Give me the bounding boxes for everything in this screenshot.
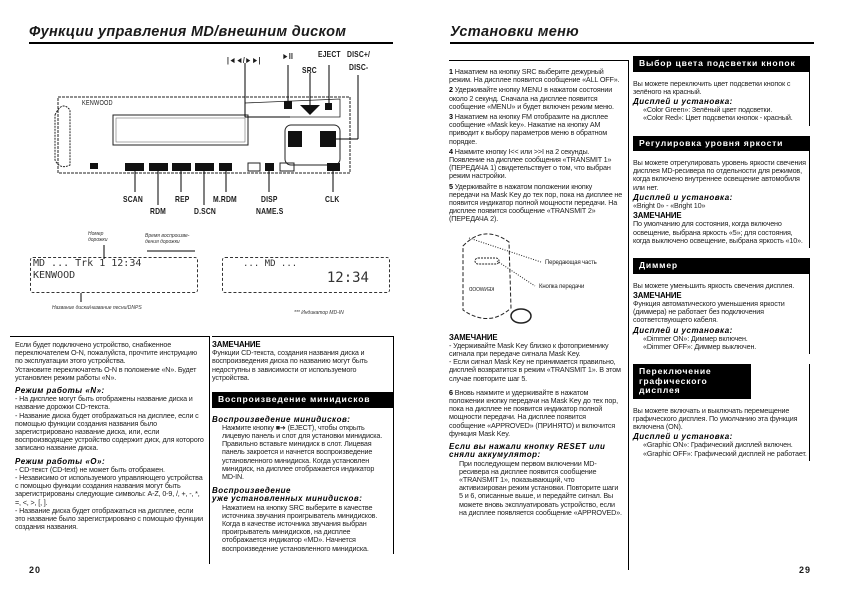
option-item: «Graphic ON»: Графический дисплей включен.: [643, 440, 793, 450]
lcd-line1: MD ... Trk 1 12:34: [33, 258, 142, 269]
section-text: Вы можете переключить цвет подсветки кнопок с зелёного на красный.: [633, 78, 791, 96]
note-title: ЗАМЕЧАНИЕ: [212, 340, 261, 349]
step-5: 5 Удерживайте в нажатом положении кнопку передачи на Mask Key до тех пор, пока на дисплее не появится индикатор полной мощности передачи. На дисплее появится сообщение «TRANSMIT 2» (ПЕРЕДАЧА 2).: [449, 181, 623, 224]
page-title: Функции управления MD/внешним диском: [29, 24, 393, 44]
mode-o-item: - Независимо от используемого управляющего устройства с помощью функции создания названия могут быть зарегистрированы следующие символы: A-Z, 0-9, /, +, -, *, =, <, >, [, ].: [15, 473, 203, 507]
right-col-2: [633, 56, 815, 566]
step-2: 2 Удерживайте кнопку MENU в нажатом состоянии около 2 секунд. Сначала на дисплее появится сообщение «MENU» и будет включен режим меню.: [449, 85, 614, 111]
label-prev-next: |◄◄/►►|: [227, 55, 261, 65]
section-subtitle: Дисплей и установка:: [633, 432, 733, 442]
page-29: [421, 0, 842, 595]
lcd-line2: KENWOOD: [33, 270, 76, 281]
option-item: «Dimmer ON»: Диммер включен.: [643, 333, 748, 343]
option-item: «Dimmer OFF»: Диммер выключен.: [643, 341, 757, 351]
page-title: Установки меню: [450, 24, 814, 44]
next-button-shape: [320, 131, 336, 147]
left-col-1: [10, 336, 210, 564]
section-text: Вы можете отрегулировать уровень яркости свечения дисплея MD-ресивера по отдельности для режимов, когда включено внутреннее освещение автомобиля или нет.: [633, 158, 806, 192]
note-text: По умолчанию для состояния, когда включено освещение, выбрана яркость «5»; для состояния, когда выключено освещение, выбрана яркость «10».: [633, 219, 803, 245]
left-col-2: [212, 336, 394, 554]
right-col-1: [449, 60, 629, 570]
label-clk: CLK: [325, 194, 340, 204]
section-header: Выбор цвета подсветки кнопок: [633, 56, 810, 72]
section-header: Диммер: [633, 258, 810, 274]
prev-button-shape: [288, 131, 302, 147]
intro-text-2: Установите переключатель O-N в положение «N». Будет установлен режим работы «N».: [15, 364, 197, 382]
note-item: - Удерживайте Mask Key близко к фотоприемнику сигнала при передаче сигнала Mask Key.: [449, 340, 609, 359]
note-item: - Если сигнал Mask Key не принимается правильно, дисплей возвратится в режим «TRANSMIT 1». В этом случае повторите шаг 5.: [449, 357, 621, 383]
reset-title: Если вы нажали кнопку RESET или сняли аккумулятор:: [449, 442, 606, 460]
keyfob-illustration: [449, 228, 623, 328]
step-3: 3 Нажатием на кнопку FM отобразите на дисплее сообщение «Mask key». Нажатие на кнопку AM приводит к выбору параметров меню в обратном порядке.: [449, 112, 608, 146]
label-disp: DISP: [261, 194, 278, 204]
step-4: 4 Нажмите кнопку I<< или >>I на 2 секунды. Появление на дисплее сообщения «TRANSMIT 1» (ПЕРЕДАЧА 1) свидетельствует о том, что выбран режим настройки.: [449, 146, 612, 181]
label-scan: SCAN: [123, 194, 143, 204]
lcd-display-mdin: [222, 257, 390, 293]
note-text: Функции CD-текста, создания названия диска и воспроизведения диска по названию могут быть недоступны в зависимости от используемого устройства.: [212, 348, 368, 382]
intro-text: Если будет подключено устройство, снабженное переключателем O-N, пожалуйста, прочтите инструкцию по эксплуатации этого устройства.: [15, 340, 197, 366]
page-number: 29: [799, 565, 812, 575]
label-mrdm: M.RDM: [213, 194, 237, 204]
label-rdm: RDM: [150, 206, 166, 216]
mode-n-item: - Название диска будет отображаться на дисплее, если с помощью функции создания названия было зарегистрировано название диска, или, если воспроизводящее устройство содержит диск, для которого записано название диска.: [15, 410, 204, 453]
lcd2-time: 12:34: [326, 270, 369, 286]
step-6: 6 Вновь нажмите и удерживайте в нажатом положении кнопку передачи на Mask Key до тех пор, пока на дисплее не появится индикатор полной мощности передачи. На дисплее появится сообщение «APPROVED» (ПРИНЯТО) и включится функция Mask Key.: [449, 387, 618, 438]
note-text: Функция автоматического уменьшения яркости (диммера) не работает без подключения соответствующего кабеля.: [633, 298, 785, 325]
label-names: NAME.S: [256, 206, 284, 216]
faceplate-illustration: [0, 49, 421, 225]
mode-n-title: Режим работы «N»:: [15, 386, 105, 396]
mode-o-item: - Название диска будет отображаться на дисплее, если это название было зарегистрировано с помощью функции создания названия.: [15, 505, 204, 532]
caption-disc-title: Название диска/название песни/DNPS: [52, 305, 142, 311]
sub-title-installed-b: уже установленных минидисков:: [212, 494, 363, 504]
label-dscn: D.SCN: [194, 206, 216, 216]
label-transmit-button: Кнопка передачи: [539, 283, 585, 290]
page-number: 20: [29, 565, 42, 575]
section-header-md-playback: Воспроизведение минидисков: [212, 392, 393, 408]
section-header: Переключение графического дисплея: [633, 364, 751, 399]
lcd2-line1: ... MD ...: [243, 259, 298, 269]
label-src: SRC: [302, 65, 317, 75]
caption-track-number: Номер дорожки: [88, 231, 108, 243]
note-title: ЗАМЕЧАНИЕ: [633, 290, 682, 300]
section-subtitle: Дисплей и установка:: [633, 96, 733, 106]
note-title: ЗАМЕЧАНИЕ: [449, 332, 498, 342]
label-disc-plus: DISC+/: [347, 49, 371, 59]
section-subtitle: Дисплей и установка:: [633, 192, 733, 202]
option-item: «Color Red»: Цвет подсветки кнопок - красный.: [643, 113, 793, 123]
section-graphic-display: [633, 364, 810, 461]
section-brightness: [633, 136, 810, 249]
option-item: «Bright 0» - «Bright 10»: [633, 201, 706, 211]
label-brand: KENWOOD: [82, 100, 113, 107]
section-text: Вы можете включать и выключать перемещение графического дисплея. По умолчанию эта функция включена (ON).: [633, 405, 798, 432]
step-1: 1 Нажатием на кнопку SRC выберите дежурный режим. На дисплее появится сообщение «ALL OFF».: [449, 67, 620, 85]
label-disc-minus: DISC-: [349, 62, 369, 72]
label-eject: EJECT: [318, 49, 341, 59]
section-text: Вы можете уменьшить яркость свечения дисплея.: [633, 280, 795, 290]
note-title: ЗАМЕЧАНИЕ: [633, 211, 682, 221]
md-playback-text: Нажмите кнопку ■➜ (EJECT), чтобы открыть лицевую панель и слот для установки минидиска. Правильно вставьте минидиск в слот. Лицевая панель закроется и начнется воспроизведение установленного минидиска. Когда установлен минидиск, на дисплее отображается индикатор MD-IN.: [222, 422, 383, 481]
mode-o-item: - CD-текст (CD-text) не может быть отображен.: [15, 464, 165, 474]
caption-play-time: Время воспроизве- дения дорожки: [145, 233, 190, 245]
installed-playback-text: Нажатием на кнопку SRC выберите в качестве источника звучания проигрыватель минидисков. Когда в качестве источника звучания выбран проигрыватель минидисков, на дисплее отображается индикатор «MD». Начнется воспроизведение установленного минидиска.: [222, 502, 378, 553]
label-play-pause: ►II: [282, 51, 293, 61]
caption-mdin-indicator: *** Индикатор MD-IN: [294, 310, 344, 316]
keyfob-drawing: [449, 228, 629, 328]
mode-o-title: Режим работы «O»:: [15, 456, 106, 466]
section-header: Регулировка уровня яркости: [633, 136, 810, 152]
option-item: «Graphic OFF»: Графический дисплей не работает.: [643, 448, 807, 458]
label-rep: REP: [175, 194, 190, 204]
mode-n-item: - На дисплее могут быть отображены название диска и название дорожки CD-текста.: [15, 394, 193, 412]
sub-title-md-playback: Воспроизведение минидисков:: [212, 414, 351, 424]
reset-text: При последующем первом включении MD-ресивера на дисплее появится сообщение «TRANSMIT 1», показывающий, что активизирован режим установки. Повторите шаги 5 и 6, описанные выше, и передайте сигнал. Вы можете вновь эксплуатировать устройство, если на дисплее появляется сообщение «APPROVED».: [459, 458, 622, 517]
keyfob-brand: KENWOOD: [469, 286, 495, 293]
section-button-color: [633, 56, 810, 126]
section-subtitle: Дисплей и установка:: [633, 325, 733, 335]
faceplate-drawing: [0, 55, 421, 225]
section-dimmer: [633, 258, 810, 354]
option-item: «Color Green»: Зелёный цвет подсветки.: [643, 105, 773, 115]
sub-title-installed-a: Воспроизведение: [212, 486, 291, 496]
label-transmitter: Передающая часть: [545, 259, 597, 266]
